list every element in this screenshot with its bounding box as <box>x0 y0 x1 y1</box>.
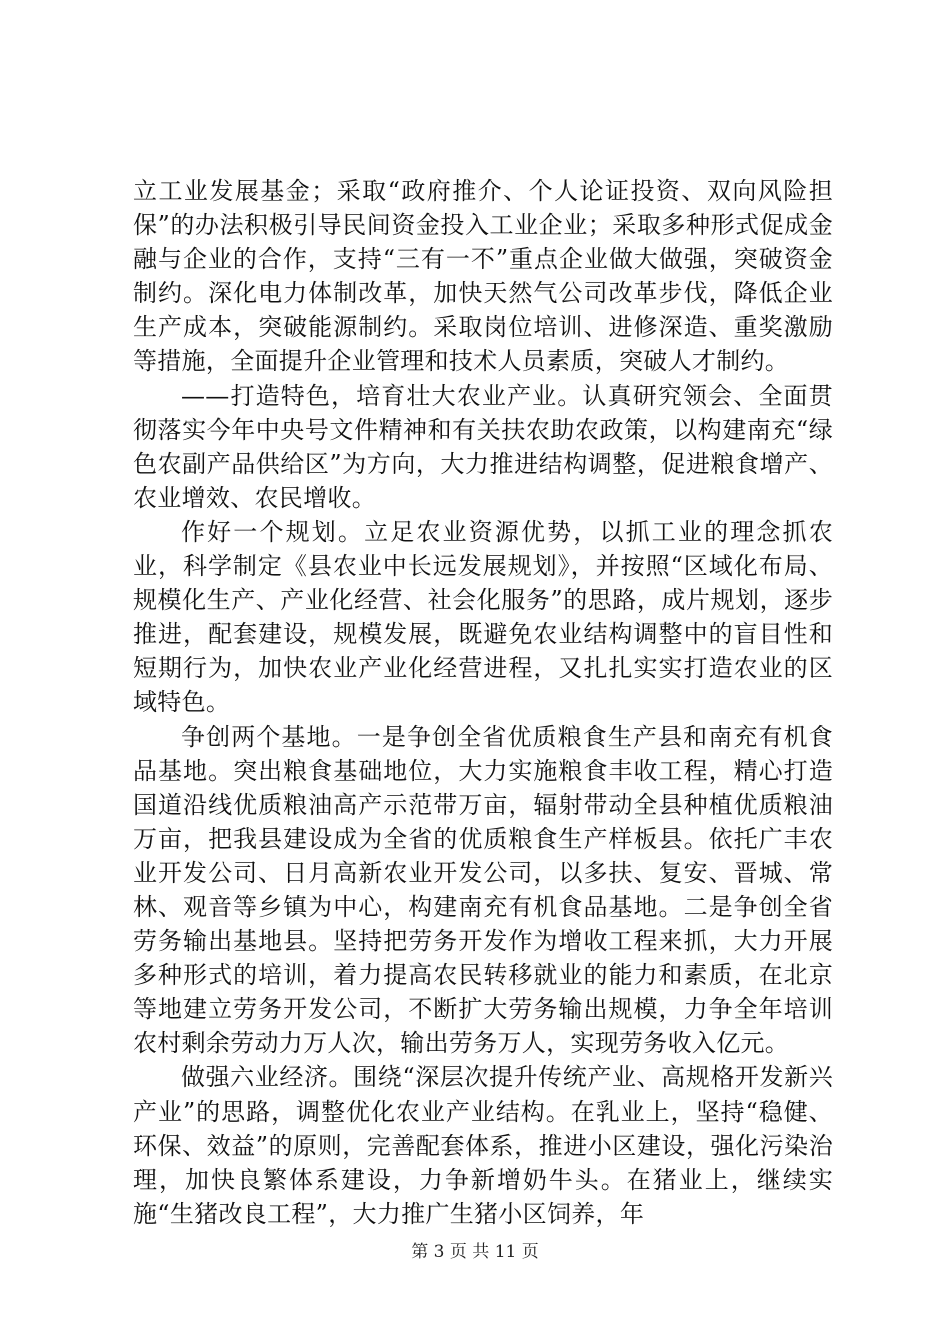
paragraph-funding-continuation: 立工业发展基金；采取“政府推介、个人论证投资、双向风险担保”的办法积极引导民间资金投入工业企业；采取多种形式促成金融与企业的合作，支持“三有一不”重点企业做大做强，突破资金制约。深化电力体制改革，加快天然气公司改革步伐，降低企业生产成本，突破能源制约。采取岗位培训、进修深造、重奖激励等措施，全面提升企业管理和技术人员素质，突破人才制约。 <box>133 177 833 376</box>
paragraph-two-bases: 争创两个基地。一是争创全省优质粮食生产县和南充有机食品基地。突出粮食基础地位，大力实施粮食丰收工程，精心打造国道沿线优质粮油高产示范带万亩，辐射带动全县种植优质粮油万亩，把我县建设成为全省的优质粮食生产样板县。依托广丰农业开发公司、日月高新农业开发公司，以多扶、复安、晋城、常林、观音等乡镇为中心，构建南充有机食品基地。二是争创全省劳务输出基地县。坚持把劳务开发作为增收工程来抓，大力开展多种形式的培训，着力提高农民转移就业的能力和素质，在北京等地建立劳务开发公司，不断扩大劳务输出规模，力争全年培训农村剩余劳动力万人次，输出劳务万人，实现劳务收入亿元。 <box>133 722 833 1058</box>
page-number-footer: 第 3 页 共 11 页 <box>411 1242 539 1262</box>
paragraph-planning: 作好一个规划。立足农业资源优势，以抓工业的理念抓农业，科学制定《县农业中长远发展规划》，并按照“区域化布局、规模化生产、产业化经营、社会化服务”的思路，成片规划，逐步推进，配套建设，规模发展，既避免农业结构调整中的盲目性和短期行为，加快农业产业化经营进程，又扎扎实实打造农业的区域特色。 <box>133 517 833 717</box>
paragraph-six-industries: 做强六业经济。围绕“深层次提升传统产业、高规格开发新兴产业”的思路，调整优化农业产业结构。在乳业上，坚持“稳健、环保、效益”的原则，完善配套体系，推进小区建设，强化污染治理，加快良繁体系建设，力争新增奶牛头。在猪业上，继续实施“生猪改良工程”，大力推广生猪小区饲养，年 <box>133 1063 833 1228</box>
paragraph-agriculture-heading: ——打造特色，培育壮大农业产业。认真研究领会、全面贯彻落实今年中央号文件精神和有关扶农助农政策，以构建南充“绿色农副产品供给区”为方向，大力推进结构调整，促进粮食增产、农业增效、农民增收。 <box>133 381 833 512</box>
document-body <box>133 174 833 1231</box>
